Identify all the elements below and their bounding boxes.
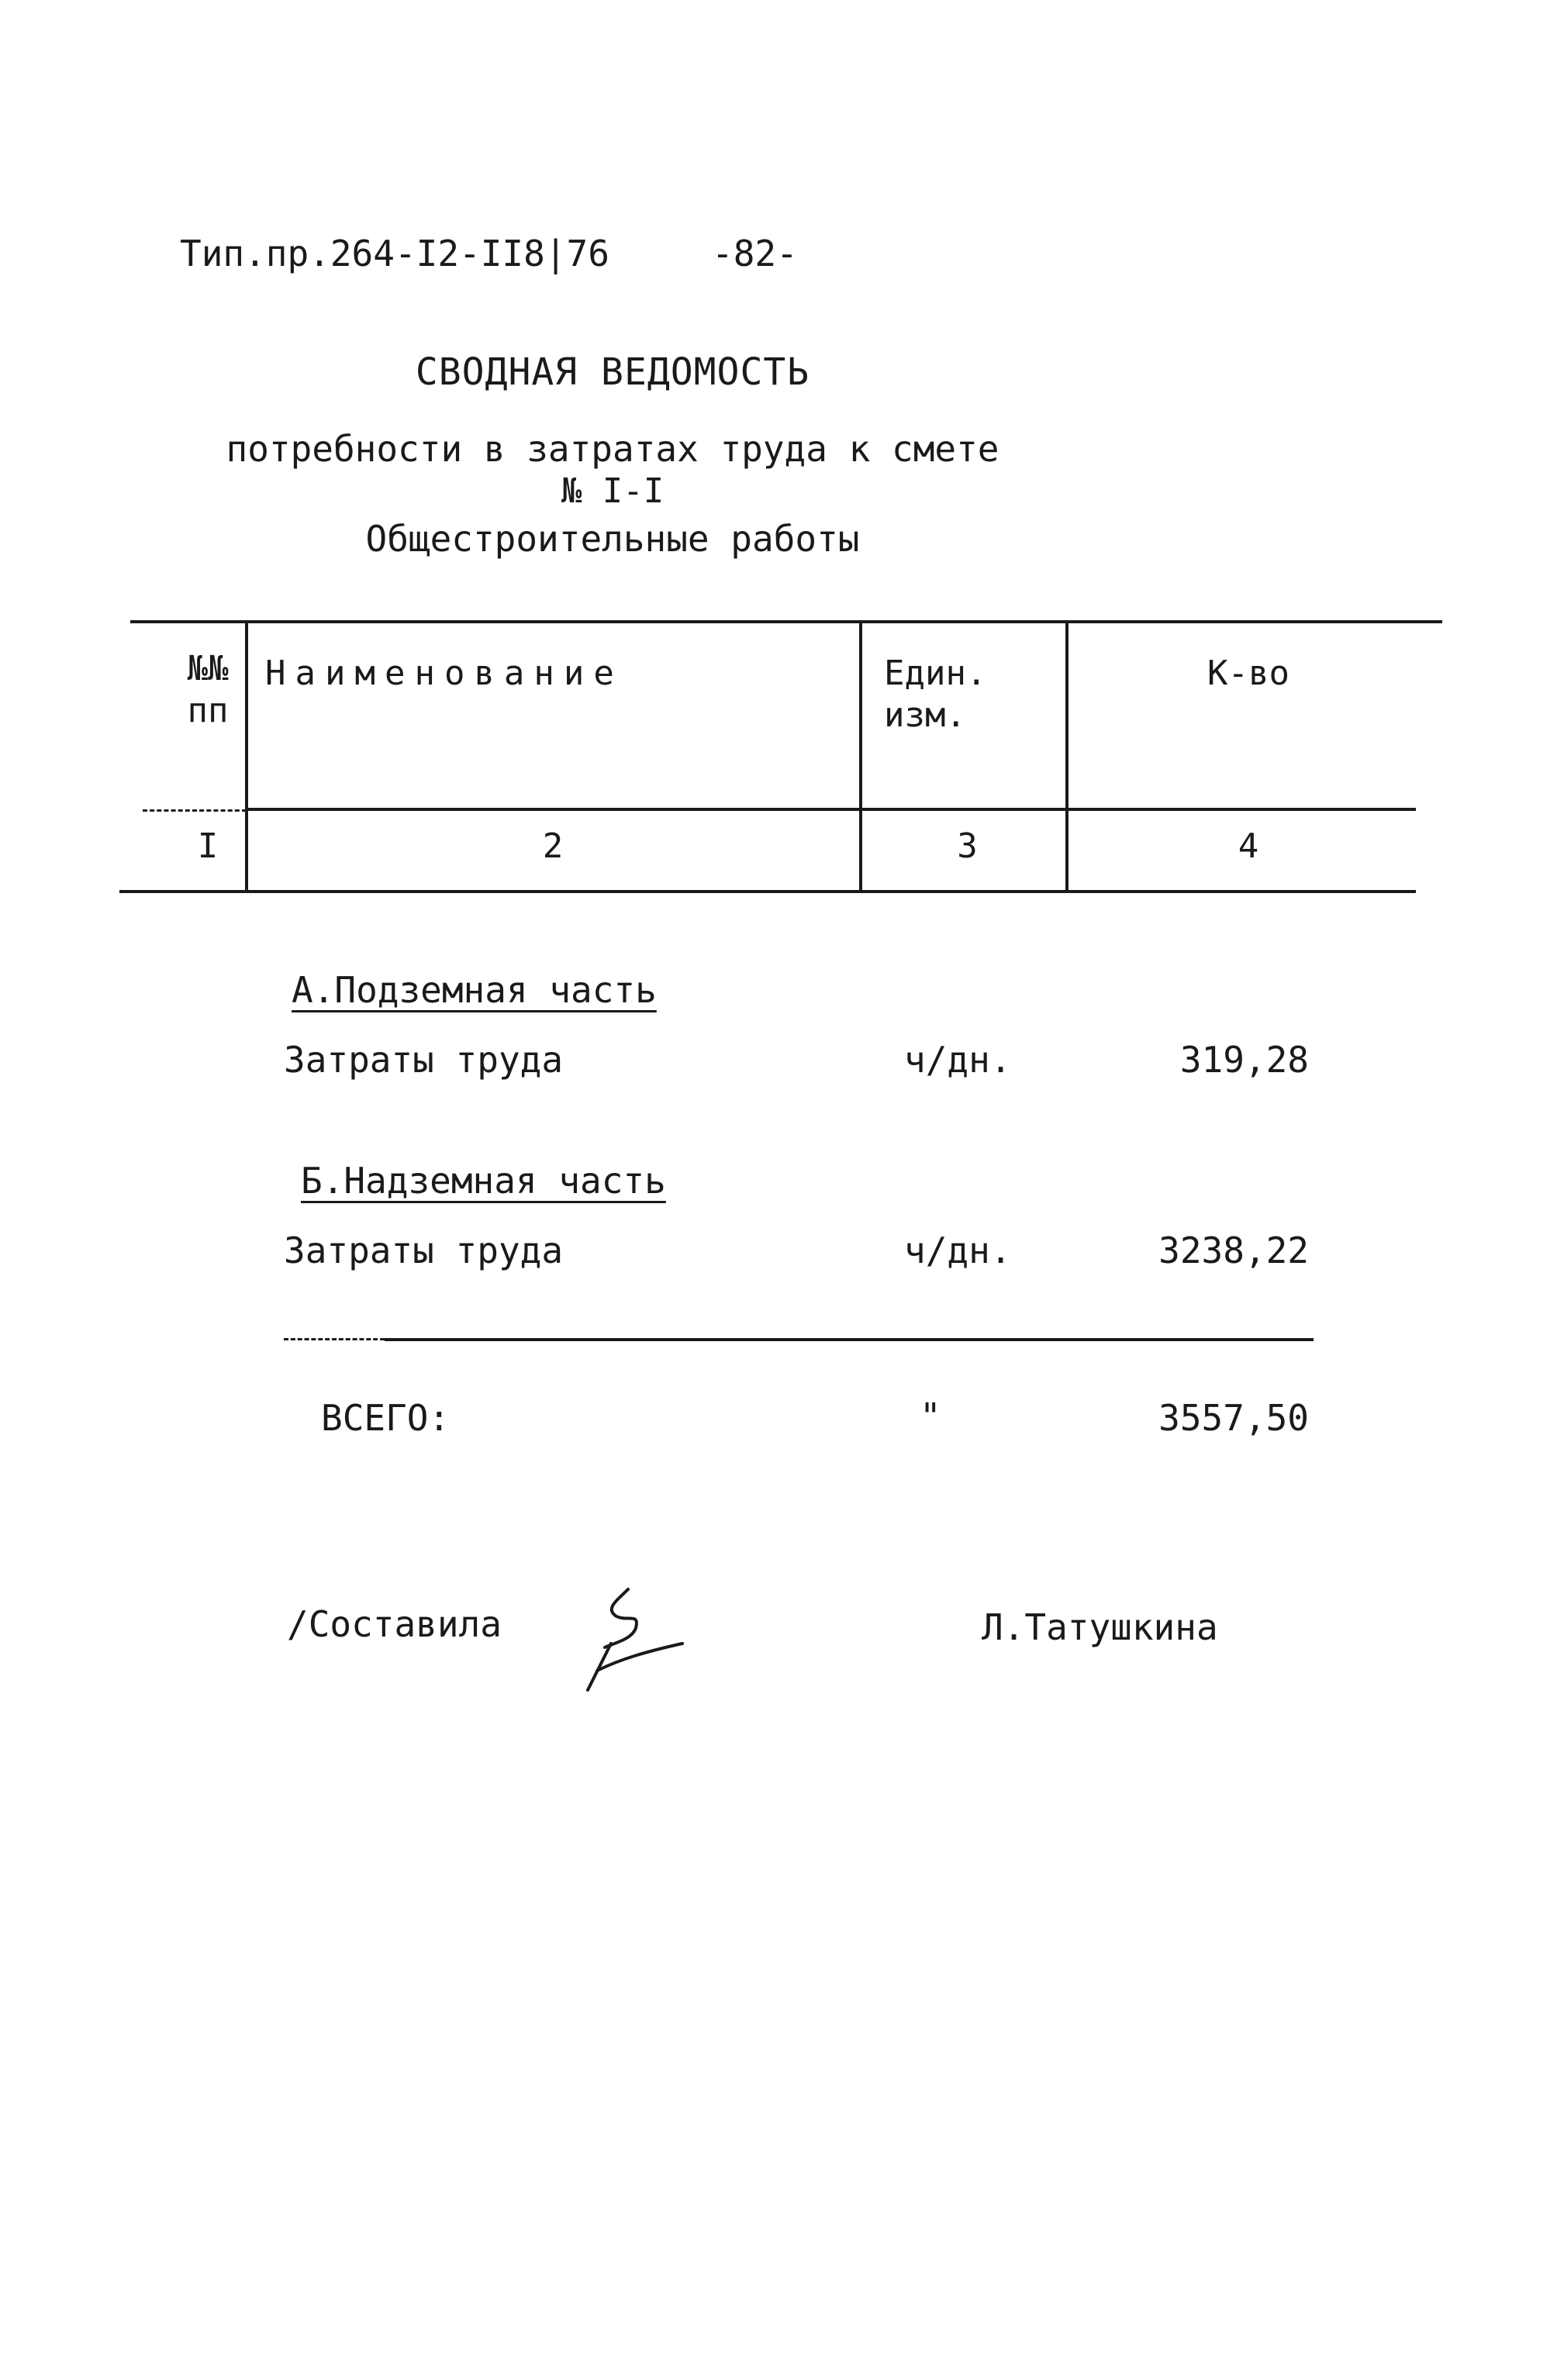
total-rule-left: [284, 1338, 385, 1340]
part-b-heading: Б.Надземная часть: [301, 1160, 666, 1202]
column-header-number-text: №№ пп: [187, 649, 229, 730]
total-rule-right: [385, 1338, 1314, 1341]
total-value: 3557,50: [1158, 1397, 1309, 1439]
column-header-number: [177, 648, 239, 732]
page-number: -82-: [712, 233, 798, 274]
total-label: ВСЕГО:: [321, 1397, 451, 1439]
part-b-label: Затраты труда: [284, 1230, 564, 1271]
page-subtitle: потребности в затратах труда к смете: [226, 428, 999, 470]
table-mid-rule-left: [143, 809, 247, 812]
part-b-value: 3238,22: [1158, 1230, 1309, 1271]
column-header-unit-text: Един. изм.: [884, 654, 987, 735]
part-a-value: 319,28: [1179, 1039, 1309, 1081]
table-top-rule: [130, 620, 1442, 623]
table-bottom-rule: [119, 890, 1416, 893]
compiled-by-label: /Составила: [287, 1603, 502, 1645]
table-divider-2: [859, 622, 862, 892]
column-number: I: [197, 826, 219, 866]
section-caption: Общестроительные работы: [365, 518, 860, 560]
estimate-number: № I-I: [561, 471, 665, 511]
page-title: СВОДНАЯ ВЕДОМОСТЬ: [415, 350, 810, 394]
total-unit: ": [920, 1395, 941, 1437]
signature-mark: [574, 1574, 698, 1698]
table-mid-rule-right: [247, 808, 1416, 811]
handwritten-signature: [574, 1574, 698, 1701]
part-a-unit: ч/дн.: [904, 1039, 1012, 1081]
column-number: 2: [542, 826, 564, 866]
part-a-heading: А.Подземная часть: [292, 969, 657, 1011]
signer-name: Л.Татушкина: [982, 1606, 1218, 1648]
column-header-unit: [884, 653, 986, 736]
column-number: 4: [1238, 826, 1259, 866]
document-reference: Тип.пр.264-I2-II8|76: [180, 233, 609, 274]
column-number: 3: [957, 826, 978, 866]
part-b-unit: ч/дн.: [904, 1230, 1012, 1271]
part-a-label: Затраты труда: [284, 1039, 564, 1081]
column-header-name: Наименование: [265, 654, 623, 693]
column-header-quantity: К-во: [1207, 654, 1289, 693]
